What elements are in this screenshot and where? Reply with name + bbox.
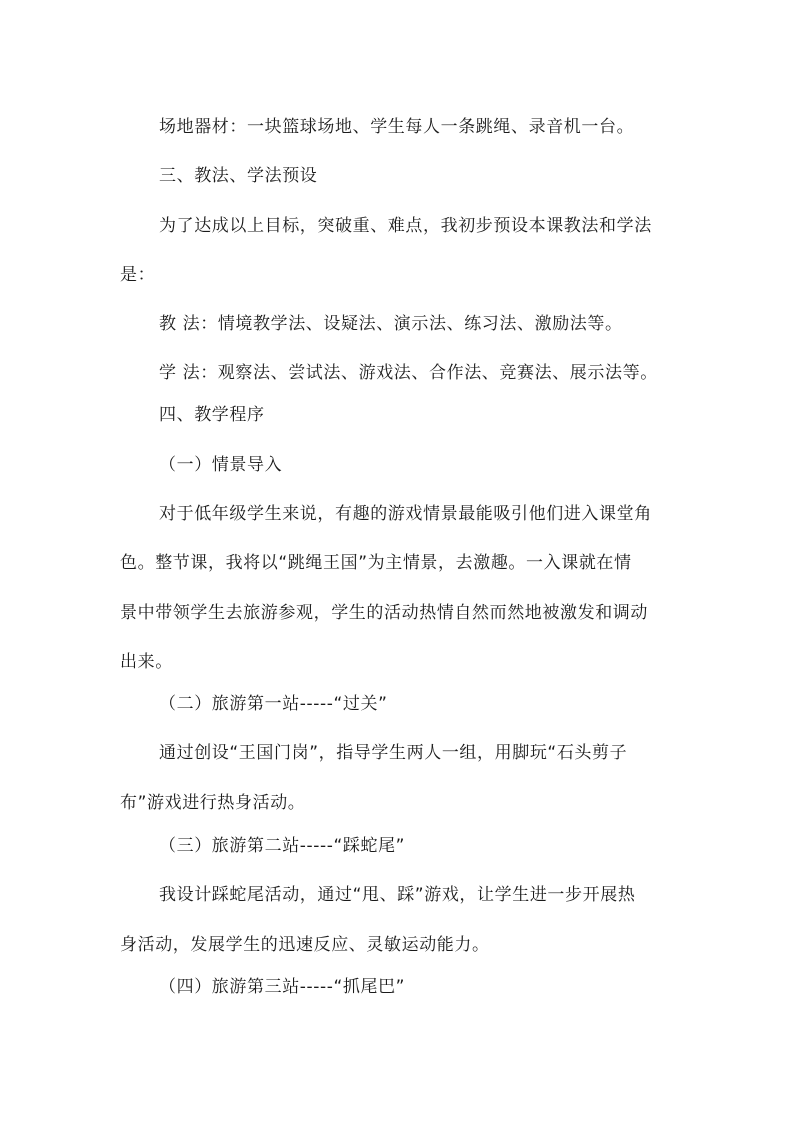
- text-line: 布”游戏进行热身活动。: [120, 793, 306, 813]
- text-line: 是：: [120, 265, 156, 285]
- subsection-heading: （一）情景导入: [159, 455, 283, 475]
- text-line: 为了达成以上目标，突破重、难点，我初步预设本课教法和学法: [159, 216, 652, 236]
- text-line: 我设计踩蛇尾活动，通过“甩、踩”游戏，让学生进一步开展热: [159, 885, 636, 905]
- text-line: 出来。: [120, 652, 173, 672]
- text-line: 对于低年级学生来说，有趣的游戏情景最能吸引他们进入课堂角: [159, 504, 652, 524]
- text-line: 色。整节课，我将以“跳绳王国”为主情景，去激趣。一入课就在情: [120, 553, 632, 573]
- subsection-heading: （三）旅游第二站-----“踩蛇尾”: [159, 836, 406, 856]
- subsection-heading: （四）旅游第三站-----“抓尾巴”: [159, 977, 406, 997]
- text-line: 场地器材：一块篮球场地、学生每人一条跳绳、录音机一台。: [159, 117, 635, 137]
- section-heading: 四、教学程序: [159, 405, 265, 425]
- section-heading: 三、教法、学法预设: [159, 166, 318, 186]
- text-line: 通过创设“王国门岗”，指导学生两人一组，用脚玩“石头剪子: [159, 743, 628, 763]
- text-line: 教 法：情境教学法、设疑法、演示法、练习法、激励法等。: [159, 314, 623, 334]
- text-line: 身活动，发展学生的迅速反应、灵敏运动能力。: [120, 935, 490, 955]
- subsection-heading: （二）旅游第一站-----“过关”: [159, 694, 388, 714]
- text-line: 景中带领学生去旅游参观，学生的活动热情自然而然地被激发和调动: [120, 603, 648, 623]
- text-line: 学 法：观察法、尝试法、游戏法、合作法、竞赛法、展示法等。: [159, 363, 658, 383]
